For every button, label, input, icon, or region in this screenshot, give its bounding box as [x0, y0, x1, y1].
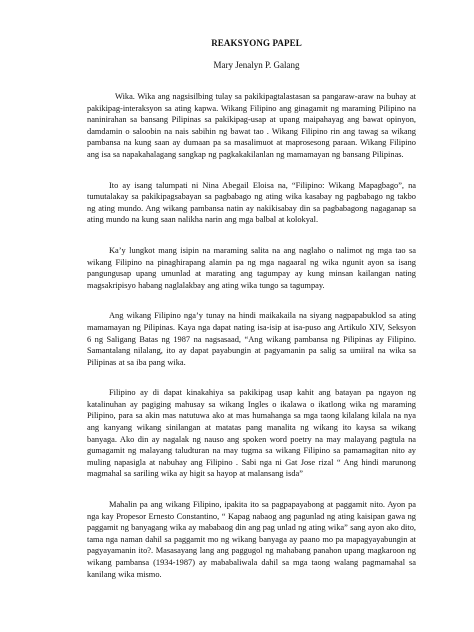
document-author: Mary Jenalyn P. Galang [213, 60, 300, 70]
document-title: REAKSYONG PAPEL [211, 38, 302, 48]
paragraph-4: Ang wikang Filipino nga’y tunay na hindi maikakaila na siyang nagpapabuklod sa ating mamamayan ng Pilipinas. Kaya nga dapat nating isa-isip at isa-puso ang Artikulo XIV, Seksyon 6 ng Saligang Batas ng 1987 na nagsasaad, “Ang wikang pambansa ng Pilipinas ay Filipino. Samantalang nilalang, ito ay dapat payabungin at pagyamanin pa salig sa umiiral na wika sa Pilipinas at sa iba pang wika. [87, 311, 416, 367]
paragraph-2: Ito ay isang talumpati ni Nina Abegail Eloisa na, “Filipino: Wikang Mapagbago”, na tumutalakay sa pakikipagsabayan sa pagbabago ng ating wika kasabay ng pagbabago ng takbo ng ating mundo. Ang wikang pambansa natin ay nakikisabay din sa pagbabagong nagaganap sa ating mundo na kung saan nalikha narin ang mga balbal at kolokyal. [87, 180, 416, 225]
paragraph-3: Ka’y lungkot mang isipin na maraming salita na ang naglaho o nalimot ng mga tao sa wikang Filipino na pinaghirapang alamin pa ng mga nagaaral ng wika ngunit ayon sa isang pangungusap upang umunlad at marating ang tagumpay ay kung minsan kailangan nating magsakripisyo habang naglalakbay ang ating wika tungo sa tagumpay. [87, 245, 416, 290]
paragraph-1: Wika. Wika ang nagsisilbing tulay sa pakikipagtalastasan sa pangaraw-araw na buhay at pakikipag-interaksyon sa ating kapwa. Wikang Filipino ang ginagamit ng maraming Pilipino na naninirahan sa bansang Pilipinas sa pakikipag-usap at upang maipahayag ang bawat opinyon, damdamin o saloobin na nais sabihin ng bawat tao . Wikang Filipino rin ang tawag sa wikang pambansa na kung saan ay dumaan pa sa masalimuot at maprosesong paraan. Wikang Filipino ang isa sa napakahalagang sangkap ng pagkakakilanlan ng mamamayan ng bansang Pilipinas. [87, 92, 416, 159]
paragraph-6: Mahalin pa ang wikang Filipino, ipakita ito sa pagpapayabong at paggamit nito. Ayon pa nga kay Propesor Ernesto Constantino, “ Kapag nabaog ang pagunlad ng ating kaisipan gawa ng paggamit ng banyagang wika ay mababaog din ang pag unlad ng ating wika” sang ayon ako dito, tama nga naman dahil sa paggamit mo ng wikang banyaga ay paano mo pa mapagyayabungin at pagyayamanin ito?. Masasayang lang ang paggugol ng mahabang panahon upang magkaroon ng wikang pambansa (1934-1987) ay mababaliwala dahil sa mga taong walang pagmamahal sa kanilang wika mismo. [87, 500, 416, 579]
paragraph-5: Filipino ay di dapat kinakahiya sa pakikipag usap kahit ang batayan pa ngayon ng katalinuhan ay pagiging mahusay sa wikang Ingles o ikalawa o ikatlong wika ng maraming Pilipino, para sa akin mas natutuwa ako at mas humahanga sa mga taong kilalang kilala na nya ang kanyang wikang sinilangan at matatas pang manalita ng wikang ito kaysa sa wikang banyaga. Ako din ay nagalak ng nauso ang spoken word poetry na may malayang pagtula na gumagamit ng malayang taludturan na may tugma sa wikang Filipino sa pamamagitan nito ay muling napasigla at nabuhay ang Filipino . Sabi nga ni Gat Jose rizal “ Ang hindi marunong magmahal sa sariling wika ay higit sa hayop at malansang isda” [87, 388, 416, 479]
